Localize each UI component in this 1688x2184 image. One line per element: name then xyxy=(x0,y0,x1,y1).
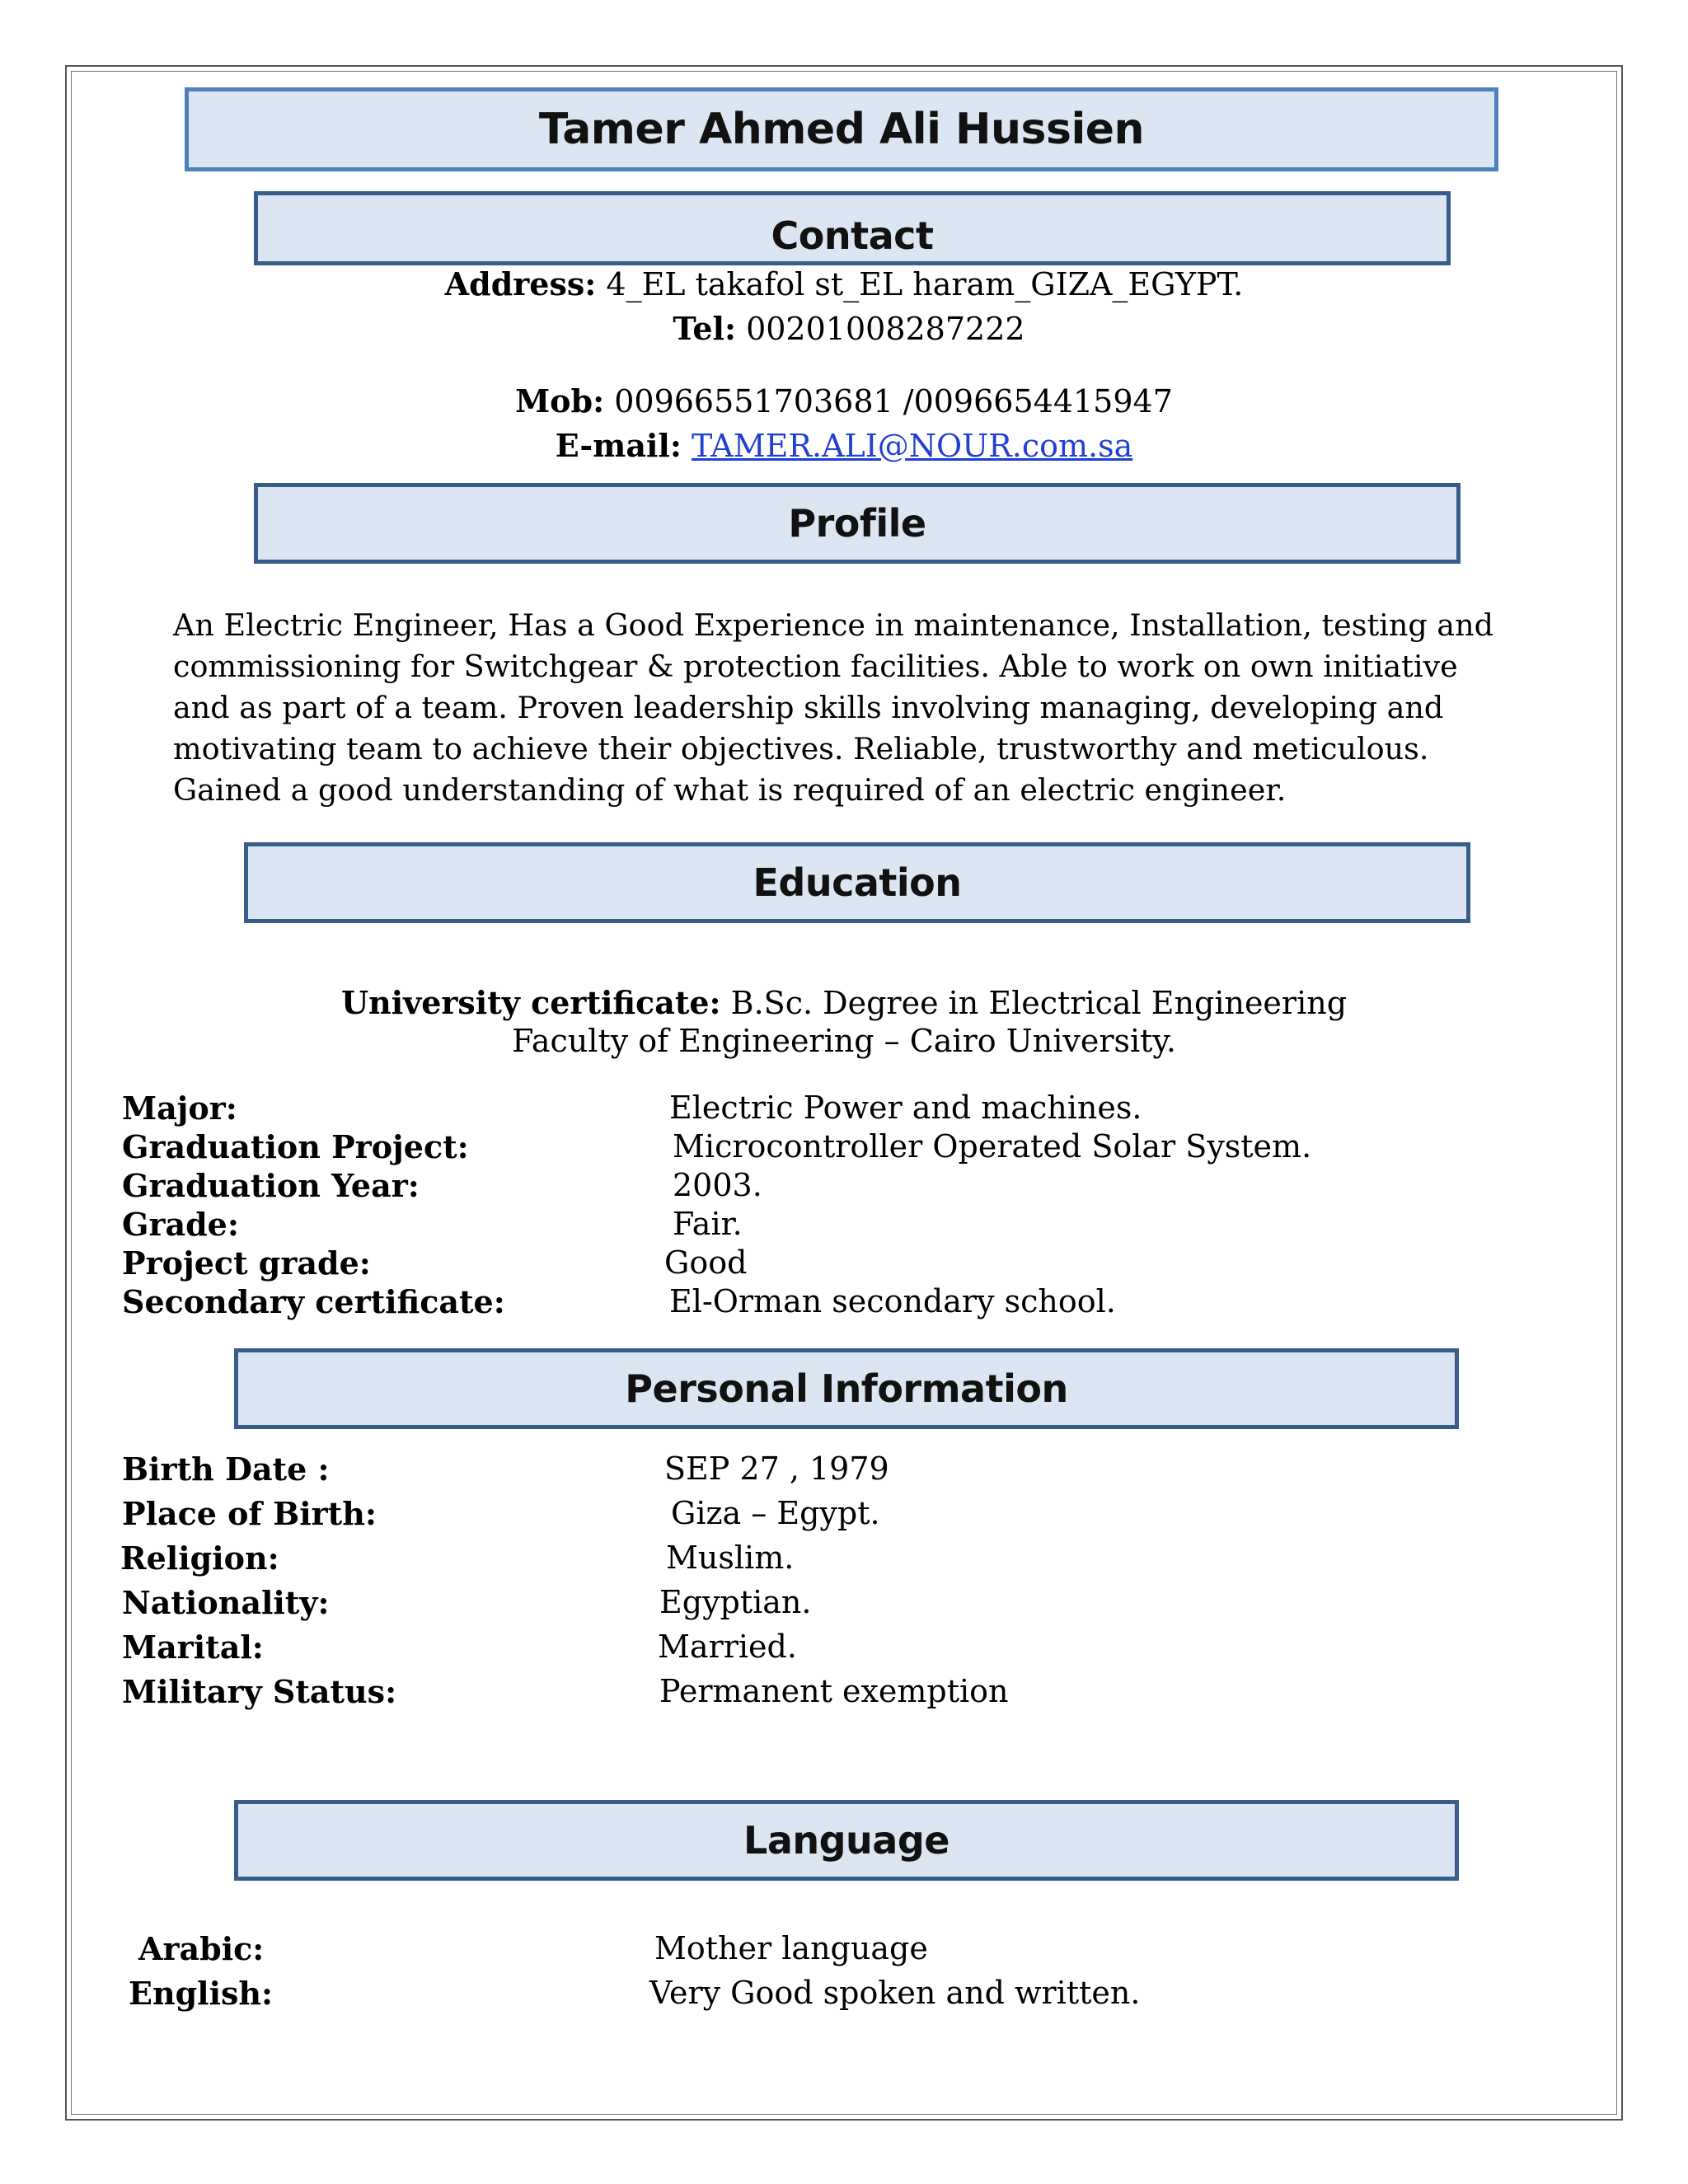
education-label-project-grade: Project grade: xyxy=(122,1244,371,1282)
mob-label: Mob: xyxy=(515,382,605,419)
address-line xyxy=(0,265,1688,302)
education-label-graduation-project: Graduation Project: xyxy=(122,1128,469,1165)
name-header xyxy=(185,87,1498,171)
personal-information-heading: Personal Information xyxy=(625,1366,1068,1411)
education-header xyxy=(244,842,1470,923)
personal-value-religion: Muslim. xyxy=(666,1540,795,1576)
education-value-project-grade: Good xyxy=(664,1244,748,1281)
personal-label-marital: Marital: xyxy=(122,1629,264,1666)
personal-value-marital: Married. xyxy=(658,1629,797,1665)
education-label-major: Major: xyxy=(122,1090,237,1127)
contact-header xyxy=(254,191,1451,265)
education-value-secondary-certificate: El-Orman secondary school. xyxy=(669,1283,1116,1319)
education-value-graduation-project: Microcontroller Operated Solar System. xyxy=(673,1128,1312,1165)
email-label: E-mail: xyxy=(555,427,682,464)
university-certificate-label: University certificate: xyxy=(340,984,721,1021)
email-link[interactable]: TAMER.ALI@NOUR.com.sa xyxy=(691,428,1133,464)
mob-value: 00966551703681 /0096654415947 xyxy=(614,383,1173,419)
language-value-arabic: Mother language xyxy=(654,1930,928,1966)
tel-label: Tel: xyxy=(673,310,736,347)
mob-line xyxy=(0,382,1688,419)
education-label-grade: Grade: xyxy=(122,1206,239,1243)
education-label-secondary-certificate: Secondary certificate: xyxy=(122,1283,505,1320)
personal-value-nationality: Egyptian. xyxy=(659,1584,812,1620)
email-line xyxy=(0,427,1688,464)
personal-label-nationality: Nationality: xyxy=(122,1584,330,1621)
address-label: Address: xyxy=(444,265,597,302)
university-certificate-line xyxy=(0,984,1688,1021)
language-value-english: Very Good spoken and written. xyxy=(649,1975,1141,2011)
profile-header xyxy=(254,483,1461,564)
candidate-name: Tamer Ahmed Ali Hussien xyxy=(538,105,1145,154)
personal-label-place-of-birth: Place of Birth: xyxy=(122,1495,377,1532)
tel-line xyxy=(0,310,1688,347)
profile-heading: Profile xyxy=(788,501,926,546)
personal-value-military-status: Permanent exemption xyxy=(659,1673,1009,1709)
education-value-grade: Fair. xyxy=(673,1206,743,1242)
education-value-graduation-year: 2003. xyxy=(673,1167,762,1203)
personal-information-header xyxy=(234,1348,1459,1429)
education-heading: Education xyxy=(753,860,962,905)
personal-value-birth-date: SEP 27 , 1979 xyxy=(664,1451,889,1487)
language-header xyxy=(234,1800,1459,1881)
language-label-english: English: xyxy=(129,1975,274,2012)
university-certificate-value: B.Sc. Degree in Electrical Engineering xyxy=(730,985,1348,1021)
personal-label-military-status: Military Status: xyxy=(122,1673,397,1710)
address-value: 4_EL takafol st_EL haram_GIZA_EGYPT. xyxy=(606,266,1244,302)
language-heading: Language xyxy=(743,1818,950,1863)
profile-text: An Electric Engineer, Has a Good Experience in maintenance, Installation, testing and commissioning for Switchgear & protection facilities. Able to work on own initiative and as part of a team. Proven leadership skills involving managing, developing and motivating team to achieve their objectives. Reliable, trustworthy and meticulous. Gained a good understanding of what is required of an electric engineer. xyxy=(173,607,1493,808)
language-label-arabic: Arabic: xyxy=(138,1930,265,1967)
faculty-line: Faculty of Engineering – Cairo University. xyxy=(512,1023,1176,1059)
education-label-graduation-year: Graduation Year: xyxy=(122,1167,420,1204)
contact-heading: Contact xyxy=(771,213,934,258)
personal-value-place-of-birth: Giza – Egypt. xyxy=(671,1495,880,1531)
personal-label-religion: Religion: xyxy=(120,1540,279,1577)
tel-value: 00201008287222 xyxy=(746,311,1025,347)
personal-label-birth-date: Birth Date : xyxy=(122,1451,330,1488)
education-value-major: Electric Power and machines. xyxy=(669,1090,1142,1126)
